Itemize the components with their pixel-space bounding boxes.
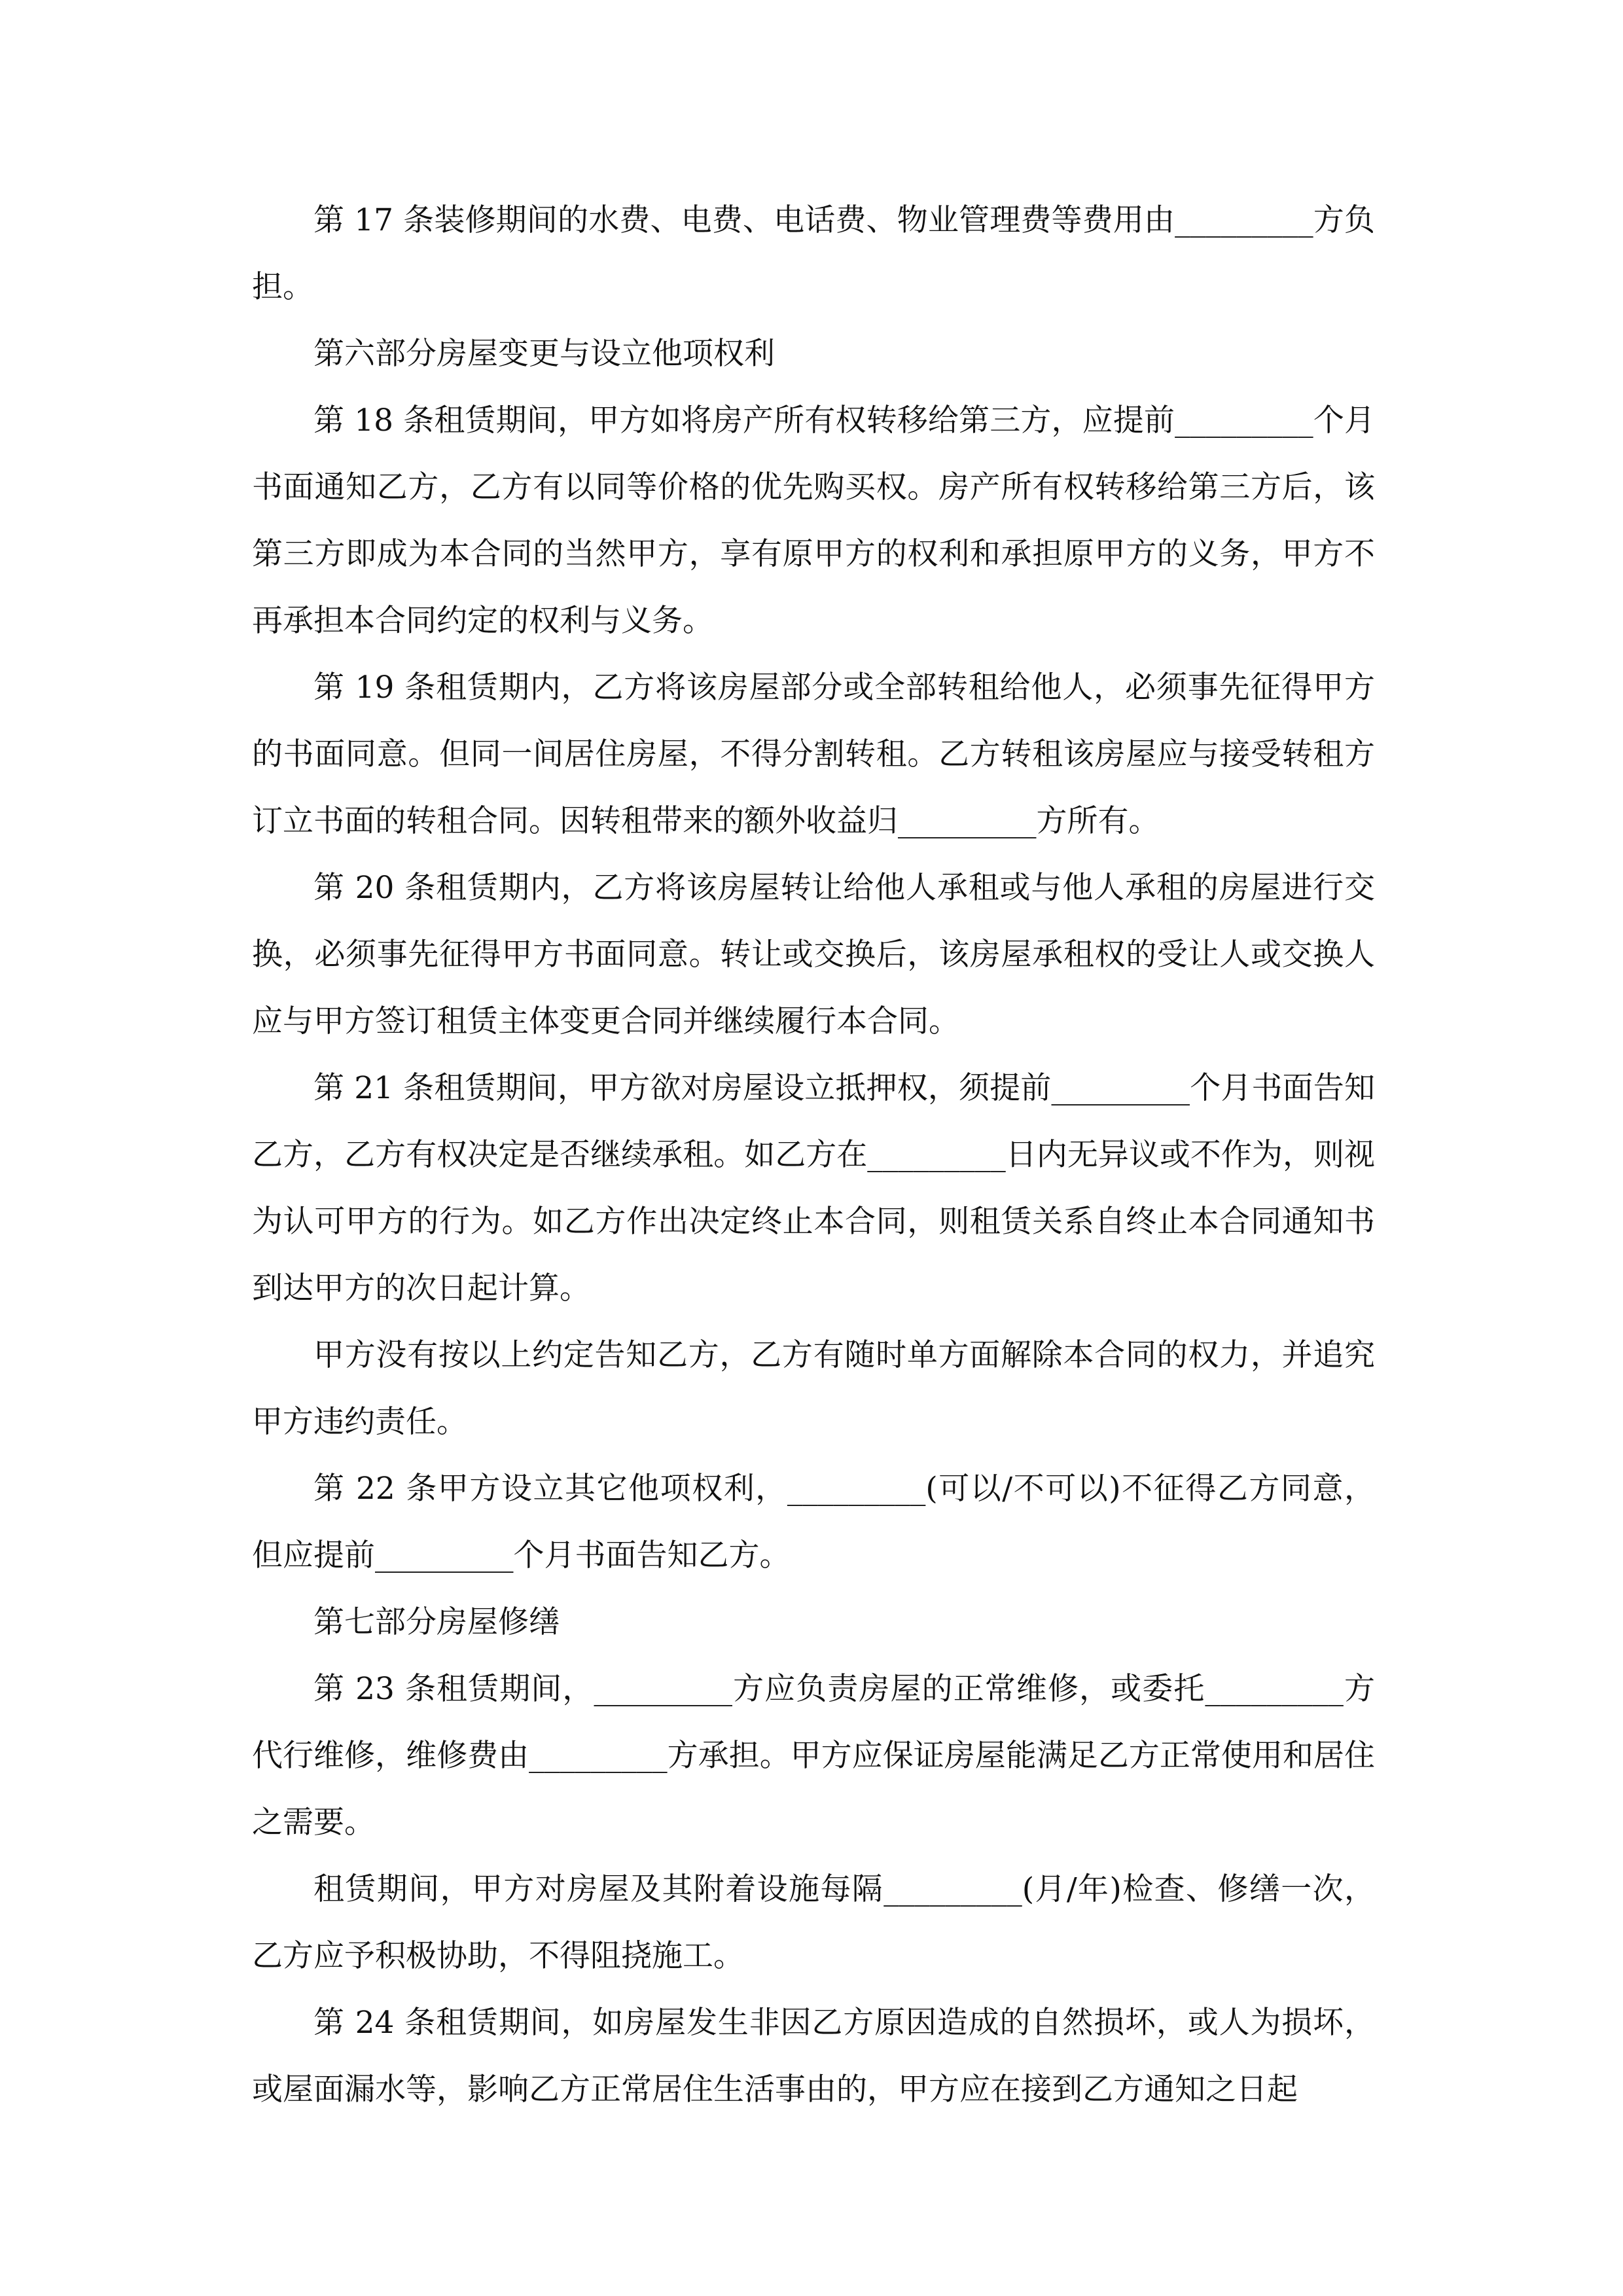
clause-18: 第 18 条租赁期间，甲方如将房产所有权转移给第三方，应提前_________个月书面通知乙方，乙方有以同等价格的优先购买权。房产所有权转移给第三方后，该第三方即成为本合同的当然甲方，享有原甲方的权利和承担原甲方的义务，甲方不再承担本合同约定的权利与义务。	[252, 403, 1375, 639]
clause-21: 第 21 条租赁期间，甲方欲对房屋设立抵押权，须提前_________个月书面告知乙方，乙方有权决定是否继续承租。如乙方在_________日内无异议或不作为，则视为认可甲方的行为。如乙方作出决定终止本合同，则租赁关系自终止本合同通知书到达甲方的次日起计算。	[252, 1070, 1375, 1306]
clause-17: 第 17 条装修期间的水费、电费、电话费、物业管理费等费用由_________方负担。	[252, 202, 1375, 305]
clause-22: 第 22 条甲方设立其它他项权利，_________(可以/不可以)不征得乙方同意，但应提前_________个月书面告知乙方。	[252, 1471, 1375, 1573]
section-heading-part-7: 第七部分房屋修缮	[313, 1604, 560, 1640]
section-heading-part-6: 第六部分房屋变更与设立他项权利	[313, 336, 775, 372]
clause-21-supplement: 甲方没有按以上约定告知乙方，乙方有随时单方面解除本合同的权力，并追究甲方违约责任。	[252, 1337, 1375, 1440]
clause-20: 第 20 条租赁期内，乙方将该房屋转让给他人承租或与他人承租的房屋进行交换，必须事先征得甲方书面同意。转让或交换后，该房屋承租权的受让人或交换人应与甲方签订租赁主体变更合同并继续履行本合同。	[252, 870, 1375, 1039]
clause-23-supplement: 租赁期间，甲方对房屋及其附着设施每隔_________(月/年)检查、修缮一次，乙方应予积极协助，不得阻挠施工。	[252, 1871, 1375, 1974]
clause-23: 第 23 条租赁期间，_________方应负责房屋的正常维修，或委托_________方代行维修，维修费由_________方承担。甲方应保证房屋能满足乙方正常使用和居住之需要。	[252, 1671, 1375, 1840]
document-body	[252, 187, 1375, 2123]
clause-24: 第 24 条租赁期间，如房屋发生非因乙方原因造成的自然损坏，或人为损坏，或屋面漏水等，影响乙方正常居住生活事由的，甲方应在接到乙方通知之日起	[252, 2005, 1375, 2108]
clause-19: 第 19 条租赁期内，乙方将该房屋部分或全部转租给他人，必须事先征得甲方的书面同意。但同一间居住房屋，不得分割转租。乙方转租该房屋应与接受转租方订立书面的转租合同。因转租带来的额外收益归_________方所有。	[252, 670, 1375, 839]
